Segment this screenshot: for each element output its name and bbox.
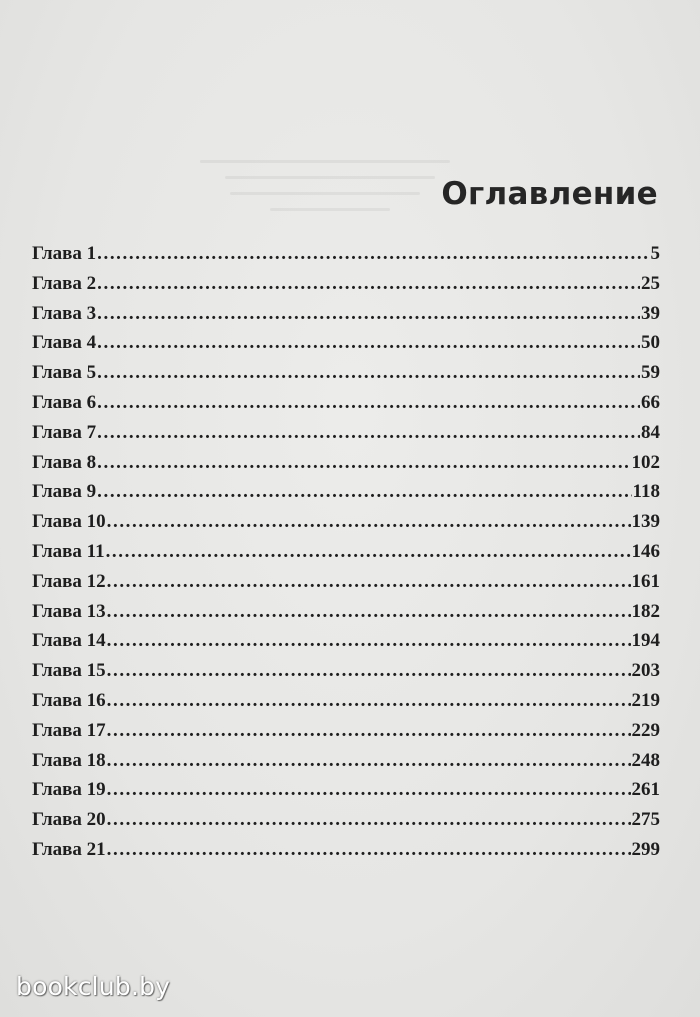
toc-entry-page-number: 248 bbox=[631, 749, 660, 771]
toc-entry-label: Глава 16 bbox=[32, 689, 106, 711]
toc-entry-page-number: 219 bbox=[631, 689, 660, 711]
toc-entry-page-number: 102 bbox=[631, 451, 660, 473]
toc-entry-page-number: 39 bbox=[641, 302, 660, 324]
toc-entry bbox=[32, 332, 660, 362]
toc-entry-label: Глава 19 bbox=[32, 779, 106, 801]
toc-entry bbox=[32, 809, 660, 839]
toc-entry bbox=[32, 690, 660, 720]
toc-entry bbox=[32, 541, 660, 571]
toc-entry-label: Глава 7 bbox=[32, 421, 97, 443]
toc-entry bbox=[32, 660, 660, 690]
toc-entry-label: Глава 14 bbox=[32, 630, 106, 652]
toc-entry bbox=[32, 601, 660, 631]
toc-entry-label: Глава 15 bbox=[32, 660, 106, 682]
toc-entry-page-number: 25 bbox=[641, 272, 660, 294]
toc-entry bbox=[32, 750, 660, 780]
toc-entry bbox=[32, 511, 660, 541]
toc-entry-leader-dots bbox=[107, 690, 631, 712]
toc-entry-label: Глава 18 bbox=[32, 749, 106, 771]
toc-entry-label: Глава 8 bbox=[32, 451, 97, 473]
toc-entry bbox=[32, 630, 660, 660]
watermark-text: bookclub.by bbox=[16, 972, 171, 1001]
toc-entry-leader-dots bbox=[97, 362, 640, 384]
toc-entry-page-number: 84 bbox=[641, 421, 660, 443]
toc-entry-page-number: 161 bbox=[631, 570, 660, 592]
toc-entry bbox=[32, 779, 660, 809]
toc-entry-leader-dots bbox=[106, 541, 631, 563]
toc-entry bbox=[32, 273, 660, 303]
toc-entry-leader-dots bbox=[97, 422, 640, 444]
toc-entry-leader-dots bbox=[107, 720, 631, 742]
toc-entry-page-number: 275 bbox=[631, 809, 660, 831]
toc-entry-leader-dots bbox=[97, 332, 640, 354]
toc-entry-label: Глава 13 bbox=[32, 600, 106, 622]
toc-entry bbox=[32, 452, 660, 482]
toc-entry bbox=[32, 571, 660, 601]
toc-entry-leader-dots bbox=[107, 571, 631, 593]
toc-entry-label: Глава 3 bbox=[32, 302, 97, 324]
toc-entry-label: Глава 11 bbox=[32, 540, 105, 562]
toc-title: Оглавление bbox=[441, 176, 658, 212]
toc-entry-label: Глава 2 bbox=[32, 272, 97, 294]
toc-entry-leader-dots bbox=[97, 481, 631, 503]
toc-entry-label: Глава 4 bbox=[32, 332, 97, 354]
toc-entry-label: Глава 1 bbox=[32, 243, 97, 264]
toc-entry-leader-dots bbox=[97, 243, 649, 265]
toc-entry bbox=[32, 839, 660, 869]
toc-entry bbox=[32, 481, 660, 511]
toc-entry-label: Глава 5 bbox=[32, 362, 97, 384]
toc-entry-page-number: 146 bbox=[631, 540, 660, 562]
toc-entry-label: Глава 12 bbox=[32, 570, 106, 592]
toc-entry bbox=[32, 243, 660, 273]
toc-entry bbox=[32, 362, 660, 392]
toc-entry-label: Глава 6 bbox=[32, 391, 97, 413]
toc-entry-page-number: 66 bbox=[641, 391, 660, 413]
toc-entry bbox=[32, 392, 660, 422]
toc-entry-leader-dots bbox=[97, 273, 640, 295]
toc-entry-page-number: 182 bbox=[631, 600, 660, 622]
toc-entry-page-number: 139 bbox=[631, 511, 660, 533]
toc-entry-leader-dots bbox=[107, 601, 631, 623]
toc-entry-page-number: 59 bbox=[641, 362, 660, 384]
toc-entry-leader-dots bbox=[97, 303, 640, 325]
toc-entry-leader-dots bbox=[107, 809, 631, 831]
toc-entry-leader-dots bbox=[107, 630, 631, 652]
toc-entry-label: Глава 20 bbox=[32, 809, 106, 831]
toc-entry-label: Глава 17 bbox=[32, 719, 106, 741]
toc-entry-leader-dots bbox=[107, 511, 631, 533]
toc-entry-leader-dots bbox=[107, 839, 631, 861]
toc-entry-label: Глава 21 bbox=[32, 838, 106, 860]
toc-entry-page-number: 5 bbox=[650, 243, 660, 264]
toc-entry-leader-dots bbox=[107, 779, 631, 801]
toc-list bbox=[32, 243, 660, 869]
toc-entry-leader-dots bbox=[97, 452, 630, 474]
toc-entry-label: Глава 9 bbox=[32, 481, 97, 503]
toc-entry-page-number: 299 bbox=[631, 838, 660, 860]
toc-entry-label: Глава 10 bbox=[32, 511, 106, 533]
toc-entry bbox=[32, 303, 660, 333]
toc-entry-page-number: 229 bbox=[631, 719, 660, 741]
toc-entry-leader-dots bbox=[107, 750, 631, 772]
toc-entry-page-number: 50 bbox=[641, 332, 660, 354]
toc-entry bbox=[32, 720, 660, 750]
toc-entry-page-number: 203 bbox=[631, 660, 660, 682]
toc-entry-page-number: 194 bbox=[631, 630, 660, 652]
toc-entry-page-number: 118 bbox=[632, 481, 660, 503]
toc-entry-page-number: 261 bbox=[631, 779, 660, 801]
toc-entry bbox=[32, 422, 660, 452]
toc-entry-leader-dots bbox=[97, 392, 640, 414]
toc-entry-leader-dots bbox=[107, 660, 631, 682]
